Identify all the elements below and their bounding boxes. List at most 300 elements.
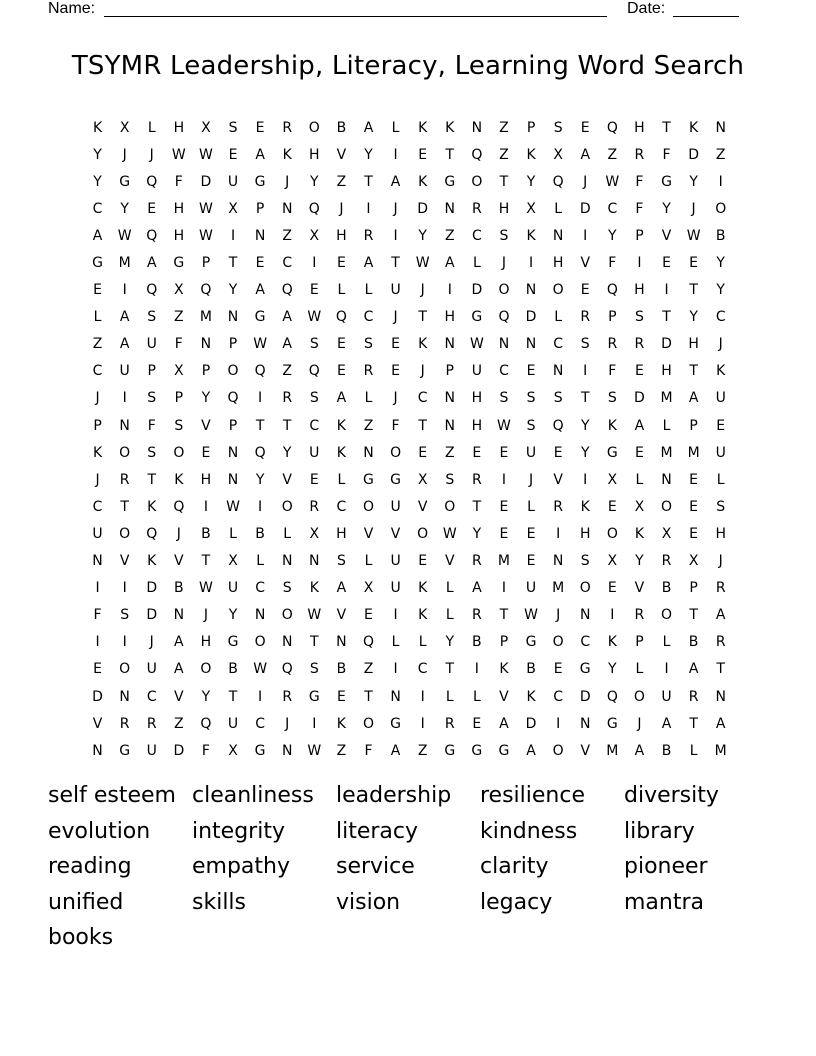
grid-letter[interactable]: T <box>580 390 590 407</box>
grid-letter[interactable]: T <box>364 173 373 190</box>
grid-letter[interactable]: A <box>336 390 347 407</box>
grid-letter[interactable]: Q <box>200 715 212 732</box>
grid-letter[interactable]: X <box>688 553 699 570</box>
grid-letter[interactable]: W <box>415 255 430 272</box>
grid-letter[interactable]: Z <box>499 119 509 136</box>
grid-letter[interactable]: W <box>171 146 186 163</box>
grid-letter[interactable]: I <box>583 227 588 244</box>
grid-letter[interactable]: O <box>227 363 239 380</box>
grid-letter[interactable]: C <box>417 661 428 678</box>
grid-letter[interactable]: A <box>363 119 374 136</box>
grid-letter[interactable]: B <box>255 525 265 542</box>
grid-letter[interactable]: N <box>579 607 591 624</box>
grid-letter[interactable]: A <box>688 390 699 407</box>
grid-letter[interactable]: T <box>472 498 482 515</box>
grid-letter[interactable]: A <box>526 742 536 759</box>
grid-letter[interactable]: K <box>309 580 319 597</box>
grid-letter[interactable]: K <box>336 417 346 434</box>
grid-letter[interactable]: S <box>282 580 292 597</box>
grid-letter[interactable]: N <box>525 282 537 299</box>
grid-letter[interactable]: R <box>607 336 618 353</box>
grid-letter[interactable]: O <box>715 200 727 217</box>
grid-letter[interactable]: N <box>444 200 455 217</box>
grid-letter[interactable]: W <box>442 525 457 542</box>
grid-letter[interactable]: I <box>258 390 263 407</box>
grid-letter[interactable]: J <box>95 471 100 488</box>
grid-letter[interactable]: K <box>607 634 617 651</box>
grid-letter[interactable]: Q <box>335 309 347 326</box>
grid-letter[interactable]: F <box>635 200 644 217</box>
grid-letter[interactable]: P <box>445 363 454 380</box>
grid-letter[interactable]: V <box>174 553 184 570</box>
grid-letter[interactable]: U <box>309 444 320 461</box>
grid-letter[interactable]: N <box>552 553 564 570</box>
grid-letter[interactable]: L <box>527 498 535 515</box>
grid-letter[interactable]: A <box>390 173 401 190</box>
grid-letter[interactable]: W <box>524 607 538 624</box>
grid-letter[interactable]: O <box>471 173 483 190</box>
grid-letter[interactable]: E <box>634 363 644 380</box>
grid-letter[interactable]: D <box>579 200 591 217</box>
grid-letter[interactable]: T <box>662 309 671 326</box>
grid-letter[interactable]: W <box>605 173 620 190</box>
grid-letter[interactable]: P <box>228 336 238 353</box>
grid-letter[interactable]: Y <box>201 688 211 705</box>
grid-letter[interactable]: W <box>253 336 268 353</box>
grid-letter[interactable]: K <box>174 471 184 488</box>
grid-letter[interactable]: N <box>444 417 455 434</box>
grid-letter[interactable]: R <box>715 634 726 651</box>
grid-letter[interactable]: X <box>309 227 320 244</box>
grid-letter[interactable]: I <box>122 634 127 651</box>
grid-letter[interactable]: T <box>689 715 698 732</box>
grid-letter[interactable]: Y <box>716 282 725 299</box>
grid-letter[interactable]: T <box>689 282 698 299</box>
grid-letter[interactable]: Z <box>417 742 428 759</box>
grid-letter[interactable]: M <box>497 553 510 570</box>
grid-letter[interactable]: L <box>445 580 454 597</box>
grid-letter[interactable]: J <box>691 200 696 217</box>
grid-letter[interactable]: I <box>230 227 236 244</box>
grid-letter[interactable]: I <box>610 607 615 624</box>
grid-letter[interactable]: W <box>199 580 213 597</box>
grid-letter[interactable]: G <box>119 173 131 190</box>
grid-letter[interactable]: A <box>119 336 130 353</box>
grid-letter[interactable]: R <box>553 498 563 515</box>
grid-letter[interactable]: O <box>362 498 374 515</box>
grid-letter[interactable]: U <box>119 363 130 380</box>
grid-letter[interactable]: X <box>228 742 238 759</box>
grid-letter[interactable]: V <box>553 471 563 488</box>
grid-letter[interactable]: K <box>418 336 428 353</box>
grid-letter[interactable]: J <box>339 200 344 217</box>
grid-letter[interactable]: T <box>228 688 238 705</box>
grid-letter[interactable]: O <box>633 688 645 705</box>
grid-letter[interactable]: F <box>662 146 671 163</box>
grid-letter[interactable]: I <box>393 227 398 244</box>
grid-letter[interactable]: C <box>282 255 293 272</box>
grid-letter[interactable]: R <box>119 715 130 732</box>
grid-letter[interactable]: J <box>203 607 208 624</box>
grid-letter[interactable]: R <box>119 471 130 488</box>
grid-letter[interactable]: D <box>661 336 672 353</box>
grid-letter[interactable]: A <box>688 661 699 678</box>
grid-letter[interactable]: P <box>635 227 644 244</box>
grid-letter[interactable]: J <box>285 173 290 190</box>
grid-letter[interactable]: G <box>661 173 672 190</box>
grid-letter[interactable]: R <box>282 119 293 136</box>
grid-letter[interactable]: R <box>471 200 482 217</box>
grid-letter[interactable]: K <box>147 553 157 570</box>
grid-letter[interactable]: O <box>444 498 456 515</box>
grid-letter[interactable]: E <box>689 525 699 542</box>
grid-letter[interactable]: Y <box>472 525 482 542</box>
grid-letter[interactable]: I <box>122 282 127 299</box>
grid-letter[interactable]: E <box>418 146 428 163</box>
grid-letter[interactable]: A <box>255 146 265 163</box>
grid-letter[interactable]: G <box>363 471 374 488</box>
grid-letter[interactable]: U <box>390 553 401 570</box>
grid-letter[interactable]: V <box>201 417 211 434</box>
grid-letter[interactable]: D <box>200 173 212 190</box>
grid-letter[interactable]: V <box>174 688 184 705</box>
grid-letter[interactable]: O <box>281 607 293 624</box>
grid-letter[interactable]: C <box>146 688 157 705</box>
grid-letter[interactable]: Q <box>227 390 239 407</box>
grid-letter[interactable]: X <box>417 471 428 488</box>
grid-letter[interactable]: J <box>718 336 723 353</box>
grid-letter[interactable]: Q <box>471 146 483 163</box>
grid-letter[interactable]: L <box>689 742 698 759</box>
grid-letter[interactable]: G <box>606 444 618 461</box>
grid-letter[interactable]: D <box>525 309 537 326</box>
grid-letter[interactable]: P <box>526 119 536 136</box>
grid-letter[interactable]: I <box>258 498 263 515</box>
grid-letter[interactable]: E <box>689 255 699 272</box>
grid-letter[interactable]: K <box>716 363 726 380</box>
grid-letter[interactable]: U <box>525 444 537 461</box>
grid-letter[interactable]: S <box>147 444 157 461</box>
grid-letter[interactable]: Q <box>146 173 158 190</box>
grid-letter[interactable]: C <box>607 200 618 217</box>
grid-letter[interactable]: N <box>254 227 266 244</box>
grid-letter[interactable]: A <box>174 661 184 678</box>
grid-letter[interactable]: T <box>689 607 698 624</box>
grid-letter[interactable]: Q <box>254 444 266 461</box>
grid-letter[interactable]: V <box>390 525 401 542</box>
grid-letter[interactable]: E <box>607 580 617 597</box>
grid-letter[interactable]: H <box>688 336 699 353</box>
grid-letter[interactable]: O <box>661 498 673 515</box>
grid-letter[interactable]: E <box>689 471 699 488</box>
grid-letter[interactable]: F <box>608 255 617 272</box>
grid-letter[interactable]: N <box>92 553 103 570</box>
grid-letter[interactable]: V <box>661 227 672 244</box>
grid-letter[interactable]: Z <box>282 363 292 380</box>
grid-letter[interactable]: S <box>309 336 319 353</box>
grid-letter[interactable]: N <box>498 336 510 353</box>
grid-letter[interactable]: C <box>499 363 509 380</box>
grid-letter[interactable]: O <box>552 742 564 759</box>
grid-letter[interactable]: Z <box>607 146 618 163</box>
grid-letter[interactable]: N <box>363 444 374 461</box>
grid-letter[interactable]: Q <box>308 200 320 217</box>
grid-letter[interactable]: I <box>258 688 263 705</box>
grid-letter[interactable]: R <box>471 471 482 488</box>
grid-letter[interactable]: I <box>556 715 561 732</box>
grid-letter[interactable]: L <box>662 634 671 651</box>
grid-letter[interactable]: K <box>336 444 346 461</box>
grid-letter[interactable]: S <box>716 498 726 515</box>
grid-letter[interactable]: H <box>498 200 510 217</box>
grid-letter[interactable]: E <box>418 553 428 570</box>
grid-letter[interactable]: Y <box>93 173 102 190</box>
grid-letter[interactable]: E <box>391 336 400 353</box>
grid-letter[interactable]: A <box>715 715 726 732</box>
grid-letter[interactable]: Q <box>308 363 320 380</box>
grid-letter[interactable]: E <box>336 255 346 272</box>
grid-letter[interactable]: A <box>282 336 292 353</box>
grid-letter[interactable]: C <box>553 688 564 705</box>
grid-letter[interactable]: U <box>390 580 401 597</box>
grid-letter[interactable]: Z <box>499 146 509 163</box>
grid-letter[interactable]: N <box>281 553 293 570</box>
grid-letter[interactable]: G <box>471 309 483 326</box>
grid-letter[interactable]: I <box>474 661 479 678</box>
grid-letter[interactable]: U <box>390 282 401 299</box>
grid-letter[interactable]: Y <box>608 227 617 244</box>
grid-letter[interactable]: V <box>499 688 509 705</box>
grid-letter[interactable]: P <box>608 309 617 326</box>
grid-letter[interactable]: F <box>391 417 400 434</box>
grid-letter[interactable]: O <box>308 119 320 136</box>
grid-letter[interactable]: H <box>200 471 212 488</box>
grid-letter[interactable]: M <box>660 390 673 407</box>
grid-letter[interactable]: Y <box>255 471 265 488</box>
grid-letter[interactable]: T <box>689 363 698 380</box>
grid-letter[interactable]: C <box>309 417 320 434</box>
grid-letter[interactable]: U <box>146 742 157 759</box>
grid-letter[interactable]: D <box>525 715 537 732</box>
grid-letter[interactable]: R <box>634 336 645 353</box>
grid-letter[interactable]: I <box>664 282 669 299</box>
grid-letter[interactable]: Y <box>635 553 644 570</box>
grid-letter[interactable]: O <box>119 525 131 542</box>
grid-letter[interactable]: F <box>93 607 102 624</box>
grid-letter[interactable]: A <box>444 255 455 272</box>
grid-letter[interactable]: M <box>118 255 131 272</box>
grid-letter[interactable]: A <box>92 227 103 244</box>
grid-letter[interactable]: A <box>580 146 591 163</box>
grid-letter[interactable]: Y <box>228 607 238 624</box>
grid-letter[interactable]: P <box>689 580 698 597</box>
grid-letter[interactable]: M <box>552 580 565 597</box>
grid-letter[interactable]: W <box>117 227 132 244</box>
grid-letter[interactable]: K <box>445 119 455 136</box>
grid-letter[interactable]: Q <box>552 417 564 434</box>
grid-letter[interactable]: E <box>472 715 482 732</box>
grid-letter[interactable]: L <box>337 471 346 488</box>
grid-letter[interactable]: Q <box>281 282 293 299</box>
grid-letter[interactable]: G <box>498 742 510 759</box>
grid-letter[interactable]: E <box>364 607 373 624</box>
grid-letter[interactable]: J <box>393 390 398 407</box>
grid-letter[interactable]: I <box>420 715 425 732</box>
grid-letter[interactable]: H <box>471 417 483 434</box>
grid-letter[interactable]: U <box>146 336 157 353</box>
grid-letter[interactable]: J <box>149 634 154 651</box>
grid-letter[interactable]: I <box>556 525 561 542</box>
grid-letter[interactable]: N <box>336 634 347 651</box>
grid-letter[interactable]: L <box>716 471 725 488</box>
grid-letter[interactable]: R <box>363 363 374 380</box>
grid-letter[interactable]: N <box>715 119 726 136</box>
grid-letter[interactable]: I <box>366 200 371 217</box>
grid-letter[interactable]: E <box>201 444 211 461</box>
grid-letter[interactable]: E <box>255 255 265 272</box>
grid-letter[interactable]: T <box>228 255 238 272</box>
grid-letter[interactable]: B <box>228 661 238 678</box>
grid-letter[interactable]: X <box>174 363 184 380</box>
grid-letter[interactable]: K <box>418 607 428 624</box>
grid-letter[interactable]: D <box>579 688 591 705</box>
grid-letter[interactable]: G <box>390 715 401 732</box>
grid-letter[interactable]: J <box>176 525 181 542</box>
grid-letter[interactable]: L <box>283 525 292 542</box>
grid-letter[interactable]: Z <box>282 227 292 244</box>
grid-letter[interactable]: T <box>662 119 671 136</box>
grid-letter[interactable]: A <box>174 634 184 651</box>
grid-letter[interactable]: N <box>525 336 537 353</box>
grid-letter[interactable]: A <box>472 580 482 597</box>
grid-letter[interactable]: A <box>634 417 645 434</box>
grid-letter[interactable]: H <box>579 525 591 542</box>
grid-letter[interactable]: P <box>635 634 644 651</box>
grid-letter[interactable]: K <box>147 498 157 515</box>
grid-letter[interactable]: E <box>309 471 319 488</box>
grid-letter[interactable]: H <box>173 227 185 244</box>
grid-letter[interactable]: I <box>718 173 723 190</box>
grid-letter[interactable]: C <box>92 498 103 515</box>
grid-letter[interactable]: H <box>444 309 456 326</box>
grid-letter[interactable]: X <box>526 200 536 217</box>
grid-letter[interactable]: H <box>471 390 483 407</box>
grid-letter[interactable]: X <box>119 119 130 136</box>
grid-letter[interactable]: N <box>119 688 130 705</box>
grid-letter[interactable]: Z <box>715 146 726 163</box>
grid-letter[interactable]: F <box>608 363 617 380</box>
grid-letter[interactable]: W <box>253 661 268 678</box>
grid-letter[interactable]: P <box>147 363 156 380</box>
grid-letter[interactable]: Q <box>254 363 266 380</box>
grid-letter[interactable]: R <box>634 146 645 163</box>
grid-letter[interactable]: E <box>526 363 536 380</box>
grid-letter[interactable]: F <box>174 336 183 353</box>
grid-letter[interactable]: G <box>606 715 618 732</box>
grid-letter[interactable]: Y <box>580 417 590 434</box>
grid-letter[interactable]: O <box>254 634 266 651</box>
grid-letter[interactable]: D <box>634 390 645 407</box>
grid-letter[interactable]: L <box>662 417 671 434</box>
grid-letter[interactable]: B <box>472 634 482 651</box>
grid-letter[interactable]: G <box>254 173 266 190</box>
grid-letter[interactable]: S <box>336 553 346 570</box>
grid-letter[interactable]: E <box>499 498 509 515</box>
grid-letter[interactable]: C <box>255 580 265 597</box>
grid-letter[interactable]: N <box>281 634 293 651</box>
grid-letter[interactable]: L <box>445 688 454 705</box>
grid-letter[interactable]: U <box>390 498 401 515</box>
grid-letter[interactable]: E <box>391 363 400 380</box>
grid-letter[interactable]: I <box>447 282 452 299</box>
grid-letter[interactable]: S <box>499 390 509 407</box>
grid-letter[interactable]: L <box>635 661 644 678</box>
grid-letter[interactable]: E <box>553 444 563 461</box>
grid-letter[interactable]: A <box>282 309 292 326</box>
grid-letter[interactable]: I <box>501 580 507 597</box>
grid-letter[interactable]: H <box>634 119 645 136</box>
grid-letter[interactable]: L <box>472 255 481 272</box>
grid-letter[interactable]: W <box>226 498 240 515</box>
grid-letter[interactable]: U <box>525 580 537 597</box>
grid-letter[interactable]: G <box>579 661 591 678</box>
grid-letter[interactable]: A <box>661 715 672 732</box>
grid-letter[interactable]: E <box>580 119 590 136</box>
grid-letter[interactable]: I <box>420 688 425 705</box>
grid-letter[interactable]: B <box>661 742 672 759</box>
grid-letter[interactable]: S <box>580 553 590 570</box>
grid-letter[interactable]: T <box>418 417 427 434</box>
grid-letter[interactable]: L <box>391 634 400 651</box>
grid-letter[interactable]: Y <box>418 227 427 244</box>
grid-letter[interactable]: L <box>364 282 373 299</box>
grid-letter[interactable]: G <box>119 742 131 759</box>
grid-letter[interactable]: U <box>661 688 672 705</box>
grid-letter[interactable]: A <box>146 255 157 272</box>
grid-letter[interactable]: S <box>526 390 536 407</box>
grid-letter[interactable]: W <box>307 742 322 759</box>
grid-letter[interactable]: V <box>580 742 591 759</box>
grid-letter[interactable]: V <box>580 255 591 272</box>
grid-letter[interactable]: E <box>255 119 265 136</box>
grid-letter[interactable]: R <box>444 715 455 732</box>
grid-letter[interactable]: E <box>93 282 102 299</box>
grid-letter[interactable]: J <box>583 173 588 190</box>
grid-letter[interactable]: K <box>526 146 536 163</box>
grid-letter[interactable]: Z <box>363 661 374 678</box>
grid-letter[interactable]: F <box>201 742 210 759</box>
grid-letter[interactable]: E <box>553 661 563 678</box>
grid-letter[interactable]: R <box>309 498 320 515</box>
grid-letter[interactable]: A <box>634 742 645 759</box>
grid-letter[interactable]: L <box>554 309 563 326</box>
grid-letter[interactable]: K <box>607 417 617 434</box>
grid-letter[interactable]: W <box>307 309 322 326</box>
grid-letter[interactable]: M <box>199 309 212 326</box>
grid-letter[interactable]: O <box>173 444 185 461</box>
grid-letter[interactable]: H <box>200 634 212 651</box>
grid-letter[interactable]: S <box>553 119 563 136</box>
grid-letter[interactable]: S <box>553 390 563 407</box>
grid-letter[interactable]: I <box>583 471 588 488</box>
grid-letter[interactable]: I <box>312 255 317 272</box>
grid-letter[interactable]: R <box>661 553 672 570</box>
grid-letter[interactable]: K <box>282 146 292 163</box>
grid-letter[interactable]: P <box>255 200 265 217</box>
grid-letter[interactable]: Y <box>445 634 455 651</box>
grid-letter[interactable]: V <box>634 580 645 597</box>
grid-letter[interactable]: J <box>285 715 290 732</box>
